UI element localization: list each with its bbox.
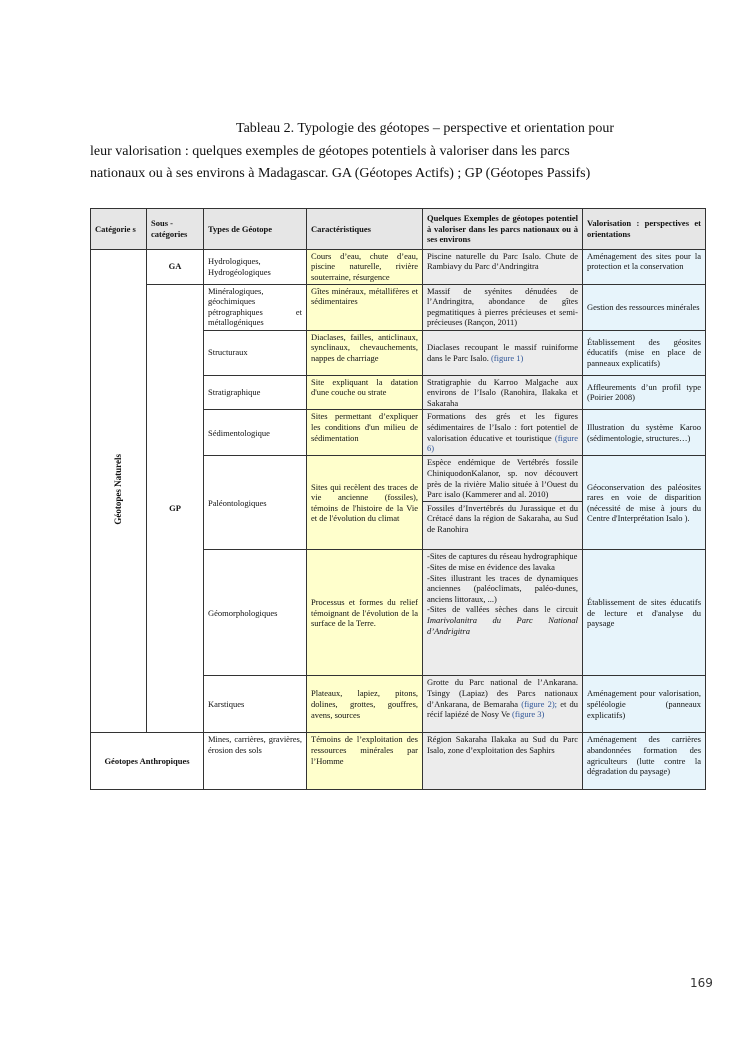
exemples-text-2: Fossiles d’Invertébrés du Jurassique et du Crétacé dans la région de Sakaraha, au Sud de Ranohira [427,502,578,534]
category-naturels: Géotopes Naturels [113,454,124,526]
type-cell: Hydrologiques, Hydrogéologiques [204,249,307,284]
subcategory-ga: GA [147,249,204,284]
exemples-text: Espèce endémique de Vertébrés fossile ChiniquodonKalanor, sp. nov découvert près de la rivière Malio située à l’Ouest du Parc isalo (Kammerer and al. 2010) [423,456,582,501]
exemples-line-2: -Sites de mise en évidence des lavaka [427,561,555,572]
exemples-line-1: -Sites de captures du réseau hydrographique [427,551,578,562]
caracteristiques-cell: Témoins de l’exploitation des ressources minérales par l’Homme [307,733,423,790]
type-cell: Minéralogiques, géochimiques pétrographiques et métallogéniques [204,284,307,330]
exemples-line-4-text: -Sites de vallées sèches dans le circuit [427,604,578,615]
figure-6-link[interactable]: (figure 6) [427,432,579,454]
header-types: Types de Géotope [204,209,307,250]
type-cell: Sédimentologique [204,410,307,456]
caracteristiques-cell: Sites permettant d’expliquer les conditions d'un milieu de sédimentation [307,410,423,456]
exemples-cell [423,456,583,550]
table-row [91,249,706,284]
caption-line-3: nationaux ou à ses environs à Madagascar. GA (Géotopes Actifs) ; GP (Géotopes Passifs) [90,166,591,181]
valorisation-cell: Établissement des géosites éducatifs (mise en place de panneaux explicatifs) [583,330,706,375]
valorisation-cell: Géoconservation des paléosites rares en voie de disparition (nécessité de mise à jours du Centre d'Interprétation Isalo ). [583,456,706,550]
valorisation-cell: Aménagement des carrières abandonnées formation des agriculteurs (lutte contre la dégradation du paysage) [583,733,706,790]
exemples-text: Diaclases recoupant le massif ruiniforme dans le Parc Isalo. [427,341,578,363]
type-cell: Géomorphologiques [204,550,307,676]
caracteristiques-cell: Site expliquant la datation d'une couche ou strate [307,375,423,410]
subcategory-gp: GP [147,284,204,733]
exemples-cell [423,550,583,676]
exemples-text-b: et du récif lapiézé de Nosy Ve [427,698,579,720]
type-cell: Karstiques [204,676,307,733]
exemples-cell [423,676,583,733]
type-cell: Paléontologiques [204,456,307,550]
figure-3-link[interactable]: (figure 3) [512,709,545,720]
exemples-cell: Piscine naturelle du Parc Isalo. Chute de Rambiavy du Parc d’Andringitra [423,249,583,284]
valorisation-cell: Affleurements d’un profil type (Poirier 2008) [583,375,706,410]
type-cell: Structuraux [204,330,307,375]
header-valorisation: Valorisation : perspectives et orientations [583,209,706,250]
table-row-anthropiques [91,733,706,790]
exemples-line-4 [427,604,578,636]
caracteristiques-cell: Plateaux, lapiez, pitons, dolines, grottes, gouffres, avens, sources [307,676,423,733]
exemples-cell: Massif de syénites dénudées de l’Andringitra, abondance de gîtes pegmatitiques à pierres précieuses et semi-précieuses (Rançon, 2011) [423,284,583,330]
valorisation-cell: Aménagement des sites pour la protection et la conservation [583,249,706,284]
geotope-typology-table [90,208,706,790]
caracteristiques-cell: Sites qui recèlent des traces de vie ancienne (fossiles), témoins de l'histoire de la Vie et de l'évolution du climat [307,456,423,550]
valorisation-cell: Illustration du système Karoo (sédimentologie, structures…) [583,410,706,456]
caracteristiques-cell: Diaclases, failles, anticlinaux, synclinaux, chevauchements, nappes de charriage [307,330,423,375]
exemples-cell: Région Sakaraha Ilakaka au Sud du Parc Isalo, zone d’exploitation des Saphirs [423,733,583,790]
exemples-line-3: -Sites illustrant les traces de dynamiques anciennes (paléoclimats, paléo-dunes, anciens littoraux, ...) [427,572,578,604]
header-categorie: Catégorie s [91,209,147,250]
caption-line-2: leur valorisation : quelques exemples de géotopes potentiels à valoriser dans les parcs [90,143,570,159]
table-header-row [91,209,706,250]
header-caracteristiques: Caractéristiques [307,209,423,250]
caracteristiques-cell: Processus et formes du relief témoignant de l'évolution de la surface de la Terre. [307,550,423,676]
valorisation-cell: Gestion des ressources minérales [583,284,706,330]
valorisation-cell: Établissement de sites éducatifs de lecture et d'analyse du paysage [583,550,706,676]
page-number: 169 [690,976,713,990]
caption-line-1: Tableau 2. Typologie des géotopes – perspective et orientation pour [236,121,615,136]
exemples-cell [423,410,583,456]
exemples-cell: Stratigraphie du Karroo Malgache aux environs de l’Isalo (Ranohira, Ilakaka et Sakaraha [423,375,583,410]
figure-1-link[interactable]: (figure 1) [490,352,524,363]
caracteristiques-cell: Cours d’eau, chute d’eau, piscine naturelle, rivière souterraine, résurgence [307,249,423,284]
exemples-line-4-italic: Imarivolanitra du Parc National d’Andrigitra [427,614,578,636]
category-anthropiques: Géotopes Anthropiques [91,733,204,790]
caracteristiques-cell: Gîtes minéraux, métallifères et sédimentaires [307,284,423,330]
exemples-text: Formations des grés et les figures sédimentaires de l’Isalo : fort potentiel de valorisation éducative et touristique [427,411,578,443]
valorisation-cell: Aménagement pour valorisation, spéléologie (panneaux explicatifs) [583,676,706,733]
category-naturels-cell [91,249,147,733]
header-sous-categories: Sous - catégories [147,209,204,250]
exemples-cell [423,330,583,375]
type-cell: Mines, carrières, gravières, érosion des sols [204,733,307,790]
header-exemples: Quelques Exemples de géotopes potentiel à valoriser dans les parcs nationaux ou à ses environs [423,209,583,250]
figure-2-link[interactable]: (figure 2); [521,698,558,709]
type-cell: Stratigraphique [204,375,307,410]
exemples-text: Grotte du Parc national de l’Ankarana. Tsingy (Lapiaz) des Parcs nationaux d’Ankarana, de Bemaraha [427,677,578,709]
table-row [91,284,706,330]
table-caption [90,118,660,186]
